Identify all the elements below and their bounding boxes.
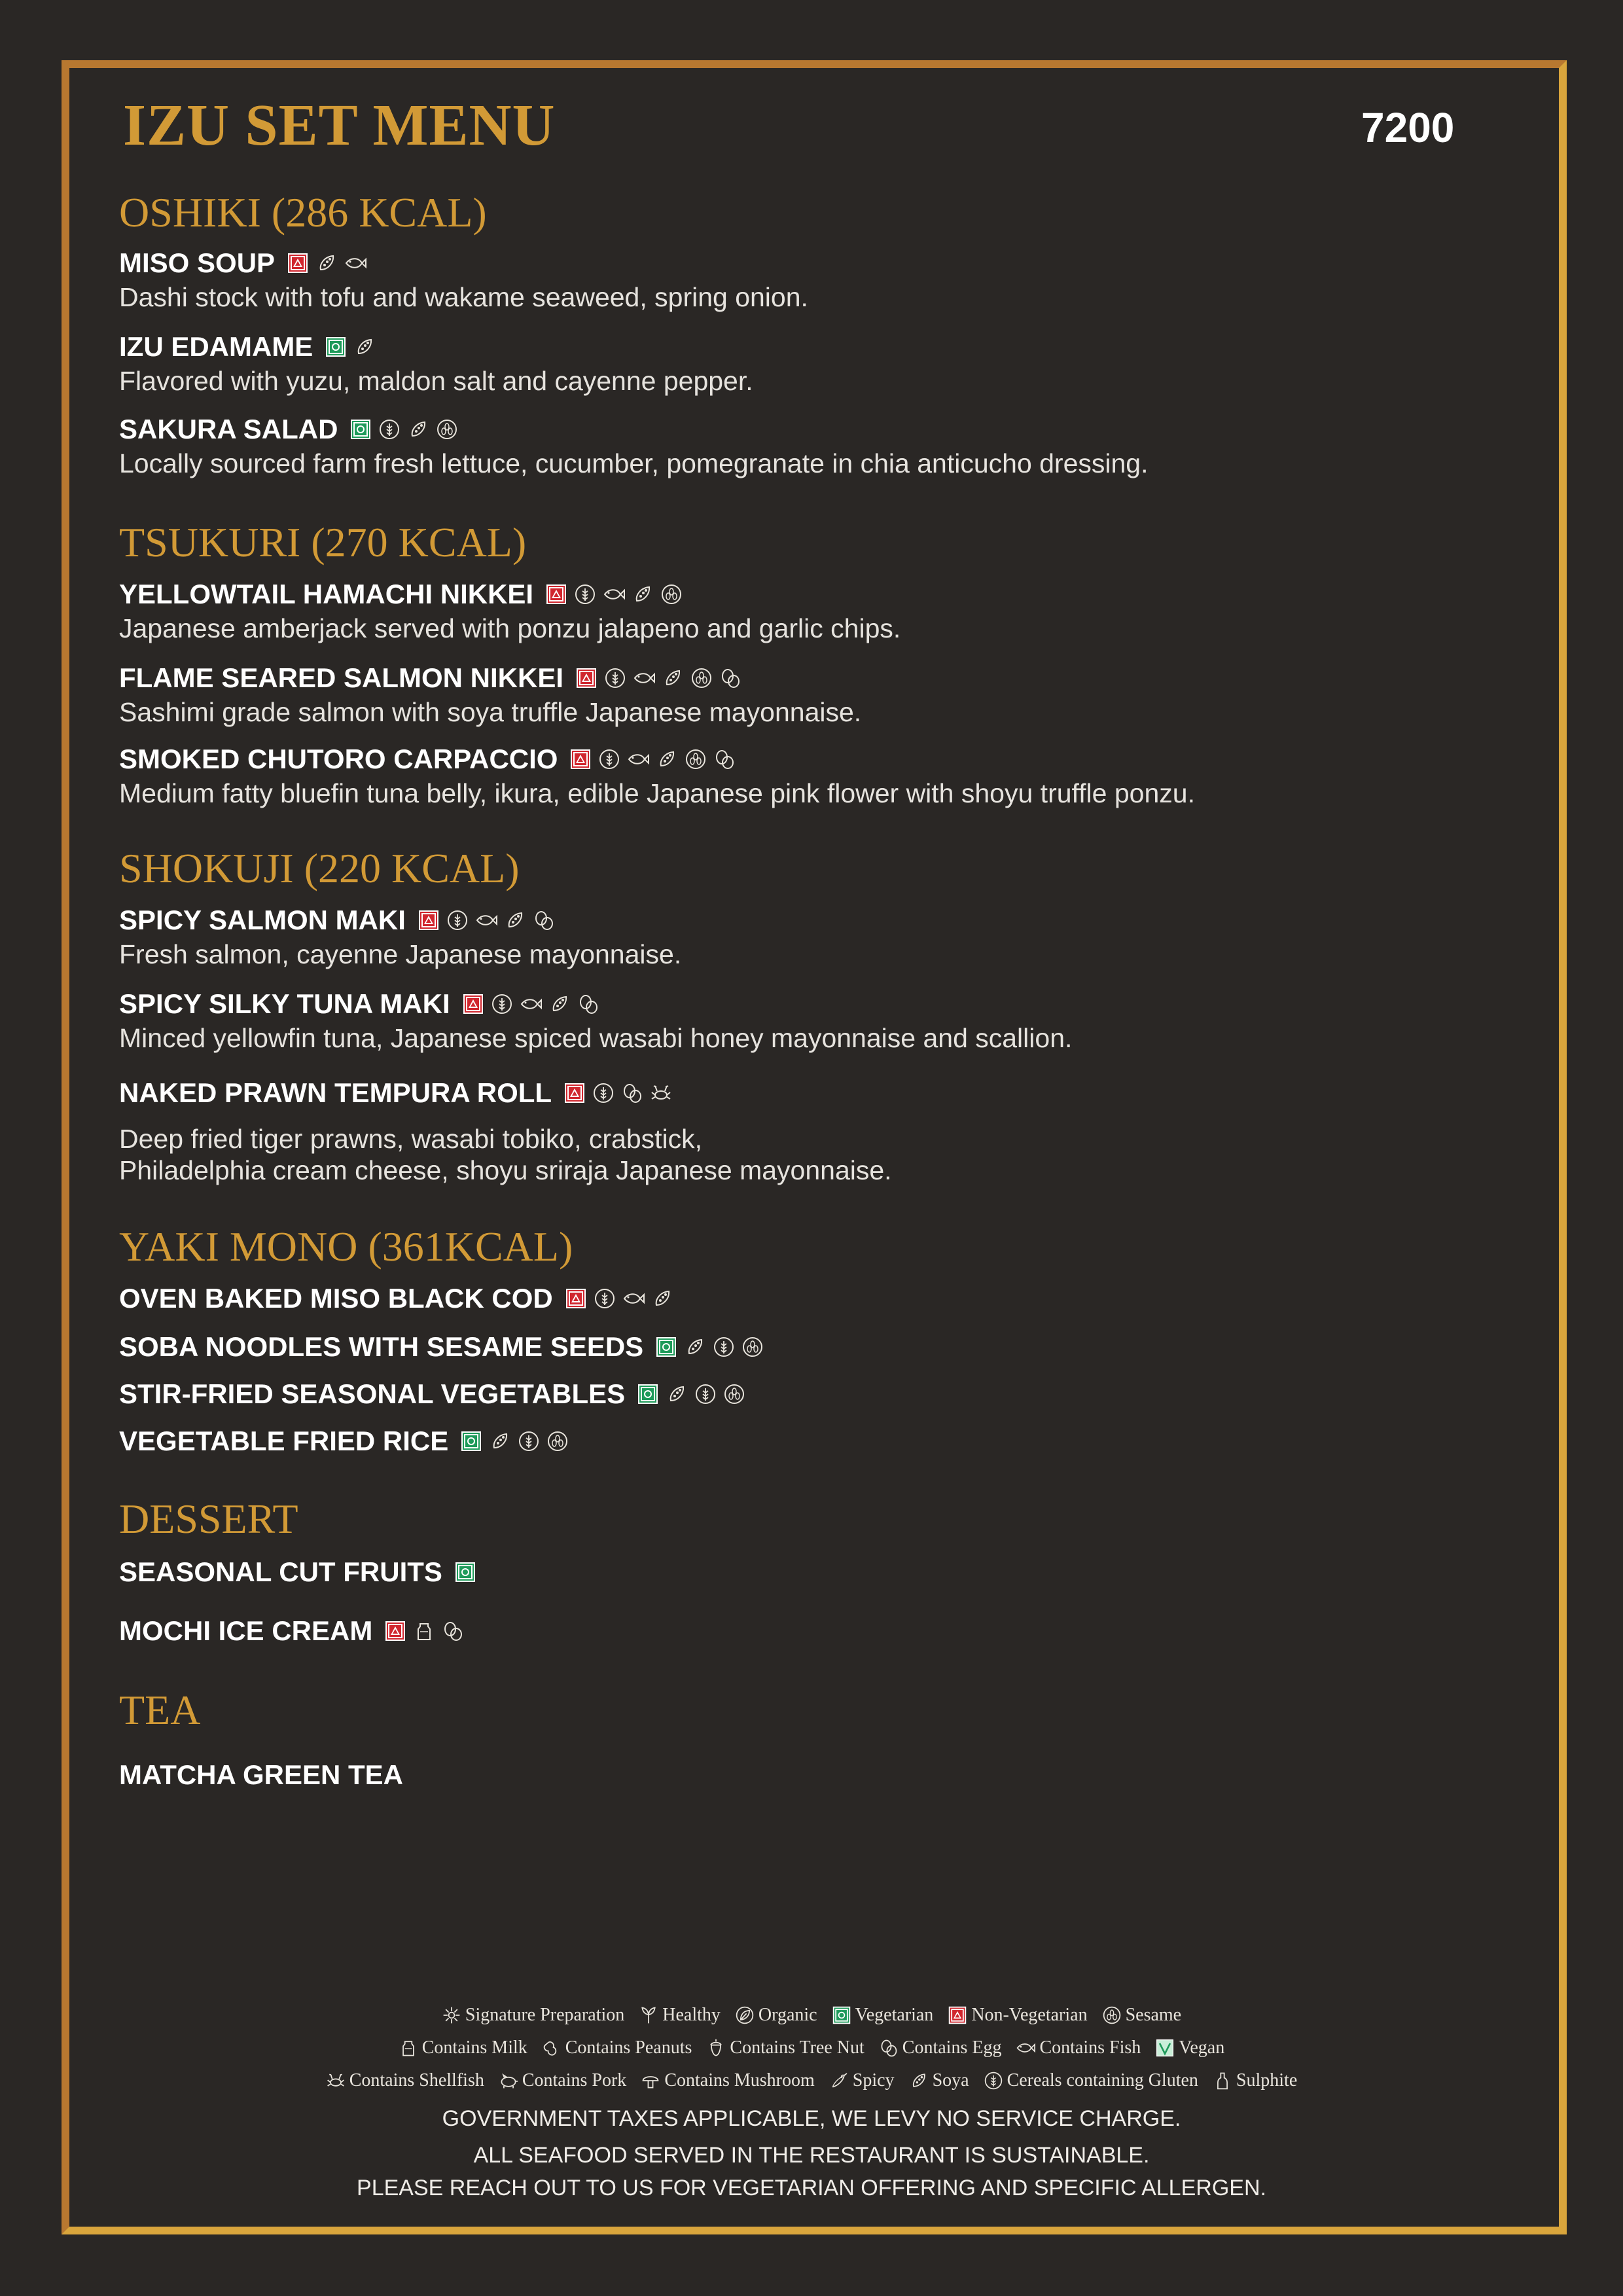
item-name: MISO SOUP [119,247,276,278]
pork-icon [499,2071,518,2090]
menu-item [119,1426,569,1457]
milk-icon [413,1620,435,1642]
veg-icon [832,2005,851,2025]
fish-icon [622,1287,645,1310]
soya-icon [353,336,376,358]
legend-entry [909,2070,969,2091]
egg-icon [533,909,555,931]
sesame-icon [690,667,713,689]
item-description-line2: Philadelphia cream cheese, shoyu sriraja Japanese mayonnaise. [119,1155,892,1185]
section-title-shokuji: SHOKUJI (220 KCAL) [119,845,520,891]
legend-label: Sulphite [1236,2070,1298,2090]
menu-item [119,905,681,970]
gluten-icon [592,1082,615,1104]
nonveg-icon [575,667,597,689]
legend-entry [442,2005,624,2026]
menu-item [119,414,1149,479]
sesame-icon [436,418,458,440]
nonveg-icon [418,909,440,931]
section-title-tsukuri: TSUKURI (270 KCAL) [119,519,527,565]
item-name: FLAME SEARED SALMON NIKKEI [119,662,564,693]
soya-icon [315,252,338,274]
legend-row [0,2064,1623,2097]
legend-label: Vegetarian [855,2005,934,2025]
legend-label: Signature Preparation [465,2005,625,2025]
veg-icon [325,336,347,358]
legend-label: Contains Shellfish [349,2070,484,2090]
item-description: Flavored with yuzu, maldon salt and cayenne pepper. [119,366,753,396]
menu-item [119,331,753,397]
soya-icon [651,1287,673,1310]
veg-icon [454,1561,476,1583]
item-name: SEASONAL CUT FRUITS [119,1556,442,1587]
seafood-note: ALL SEAFOOD SERVED IN THE RESTAURANT IS SUSTAINABLE. [473,2143,1150,2168]
tax-note: GOVERNMENT TAXES APPLICABLE, WE LEVY NO SERVICE CHARGE. [442,2106,1181,2131]
gluten-icon [574,583,596,605]
fish-icon [627,748,649,770]
nonveg-icon [569,748,592,770]
gluten-icon [491,993,513,1015]
item-name: VEGETABLE FRIED RICE [119,1426,449,1456]
legend-entry [641,2070,814,2091]
nonveg-icon [948,2005,967,2025]
soya-icon [632,583,654,605]
soya-icon [489,1430,511,1452]
allergen-icons [655,1336,764,1358]
legend-label: Contains Mushroom [664,2070,815,2090]
nonveg-icon [565,1287,587,1310]
menu-title: IZU SET MENU [123,93,556,158]
sesame-icon [1102,2005,1122,2025]
egg-icon [719,667,741,689]
healthy-icon [639,2005,658,2025]
allergen-icons [460,1430,569,1452]
treenut-icon [706,2038,726,2058]
egg-icon [879,2038,899,2058]
menu-item [119,1283,673,1314]
gluten-icon [984,2071,1003,2090]
legend-label: Soya [932,2070,969,2090]
legend-entry [542,2037,692,2058]
legend-entry [326,2070,484,2091]
item-description: Fresh salmon, cayenne Japanese mayonnaise. [119,939,682,969]
menu-item [119,988,1072,1054]
item-description: Sashimi grade salmon with soya truffle Japanese mayonnaise. [119,697,862,727]
legend-row [0,1999,1623,2032]
item-name: SAKURA SALAD [119,414,338,444]
sesame-icon [660,583,683,605]
item-name: SOBA NOODLES WITH SESAME SEEDS [119,1331,644,1362]
allergen-icons [325,336,376,358]
egg-icon [442,1620,464,1642]
sesame-icon [685,748,707,770]
item-name: MATCHA GREEN TEA [119,1759,403,1790]
vegan-icon [1155,2038,1175,2058]
sesame-icon [546,1430,569,1452]
allergen-icons [563,1082,672,1104]
gluten-icon [713,1336,735,1358]
legend-entry [639,2005,721,2026]
shellfish-icon [326,2071,346,2090]
legend-label: Contains Egg [902,2037,1002,2058]
menu-item [119,579,901,644]
menu-item [119,1615,464,1647]
soya-icon [407,418,429,440]
legend-entry [399,2037,527,2058]
menu-item [119,247,808,313]
signature-icon [442,2005,461,2025]
menu-item [119,1759,415,1791]
allergen-icons [637,1383,745,1405]
legend-label: Sesame [1125,2005,1182,2025]
nonveg-icon [384,1620,406,1642]
veg-icon [637,1383,659,1405]
allergen-icons [565,1287,673,1310]
gluten-icon [694,1383,717,1405]
legend-entry [1016,2037,1141,2058]
legend-label: Contains Fish [1039,2037,1141,2058]
item-name: SPICY SALMON MAKI [119,905,406,935]
veg-icon [460,1430,482,1452]
legend-label: Contains Peanuts [565,2037,692,2058]
item-description: Locally sourced farm fresh lettuce, cucumber, pomegranate in chia anticucho dressing. [119,448,1149,478]
allergen-icons [418,909,555,931]
legend-entry [879,2037,1002,2058]
allergen-icons [287,252,366,274]
legend-label: Spicy [852,2070,895,2090]
allergen-note: PLEASE REACH OUT TO US FOR VEGETARIAN OFFERING AND SPECIFIC ALLERGEN. [357,2176,1266,2200]
gluten-icon [598,748,620,770]
menu-item [119,662,861,728]
item-name: SMOKED CHUTORO CARPACCIO [119,744,558,774]
item-name: YELLOWTAIL HAMACHI NIKKEI [119,579,534,609]
legend-label: Non-Vegetarian [971,2005,1088,2025]
item-name: SPICY SILKY TUNA MAKI [119,988,450,1019]
soya-icon [504,909,526,931]
legend-row [0,2032,1623,2064]
item-name: MOCHI ICE CREAM [119,1615,373,1646]
allergen-icons [575,667,741,689]
egg-icon [577,993,599,1015]
legend-entry [735,2005,817,2026]
legend-label: Healthy [662,2005,721,2025]
milk-icon [399,2038,418,2058]
fish-icon [520,993,542,1015]
dietary-legend [0,1999,1623,2097]
menu-item [119,744,1195,809]
sesame-icon [741,1336,764,1358]
gluten-icon [446,909,469,931]
legend-entry [499,2070,626,2091]
gluten-icon [378,418,401,440]
item-description: Minced yellowfin tuna, Japanese spiced wasabi honey mayonnaise and scallion. [119,1023,1073,1053]
egg-icon [713,748,736,770]
item-description: Medium fatty bluefin tuna belly, ikura, edible Japanese pink flower with shoyu truffle ponzu. [119,778,1195,808]
peanut-icon [542,2038,562,2058]
legend-entry [1155,2037,1224,2058]
menu-item [119,1378,745,1410]
soya-icon [666,1383,688,1405]
soya-icon [684,1336,706,1358]
allergen-icons [569,748,736,770]
fish-icon [1016,2038,1035,2058]
legend-entry [984,2070,1198,2091]
item-name: STIR-FRIED SEASONAL VEGETABLES [119,1378,626,1409]
item-name: OVEN BAKED MISO BLACK COD [119,1283,553,1314]
gluten-icon [594,1287,616,1310]
section-title-dessert: DESSERT [119,1496,298,1542]
fish-icon [344,252,366,274]
soya-icon [909,2071,929,2090]
item-description: Dashi stock with tofu and wakame seaweed, spring onion. [119,282,808,312]
legend-label: Contains Tree Nut [730,2037,865,2058]
legend-entry [948,2005,1087,2026]
nonveg-icon [287,252,309,274]
section-title-oshiki: OSHIKI (286 KCAL) [119,189,487,236]
fish-icon [475,909,497,931]
nonveg-icon [563,1082,586,1104]
veg-icon [655,1336,677,1358]
organic-icon [735,2005,755,2025]
egg-icon [621,1082,643,1104]
legend-label: Contains Pork [522,2070,627,2090]
menu-price: 7200 [1361,104,1455,151]
legend-entry [1213,2070,1297,2091]
soya-icon [656,748,678,770]
nonveg-icon [462,993,484,1015]
legend-label: Vegan [1179,2037,1225,2058]
allergen-icons [454,1561,476,1583]
item-description: Japanese amberjack served with ponzu jalapeno and garlic chips. [119,613,901,643]
legend-entry [706,2037,864,2058]
legend-label: Contains Milk [421,2037,527,2058]
gluten-icon [604,667,626,689]
nonveg-icon [545,583,567,605]
shellfish-icon [650,1082,672,1104]
allergen-icons [545,583,683,605]
menu-item [119,1077,892,1186]
item-name: IZU EDAMAME [119,331,313,362]
soya-icon [548,993,571,1015]
menu-item [119,1556,476,1588]
spicy-icon [829,2071,849,2090]
allergen-icons [349,418,458,440]
fish-icon [633,667,655,689]
sesame-icon [723,1383,745,1405]
sulphite-icon [1213,2071,1232,2090]
gluten-icon [518,1430,540,1452]
fish-icon [603,583,625,605]
item-description: Deep fried tiger prawns, wasabi tobiko, crabstick, [119,1124,703,1154]
menu-item [119,1331,764,1363]
legend-label: Organic [758,2005,817,2025]
legend-entry [829,2070,895,2091]
allergen-icons [384,1620,464,1642]
item-name: NAKED PRAWN TEMPURA ROLL [119,1077,552,1108]
legend-entry [1102,2005,1182,2026]
section-title-tea: TEA [119,1687,201,1733]
section-title-yaki-mono: YAKI MONO (361KCAL) [119,1223,573,1270]
soya-icon [662,667,684,689]
allergen-icons [462,993,599,1015]
legend-label: Cereals containing Gluten [1007,2070,1198,2090]
mushroom-icon [641,2071,660,2090]
veg-icon [349,418,372,440]
legend-entry [832,2005,934,2026]
